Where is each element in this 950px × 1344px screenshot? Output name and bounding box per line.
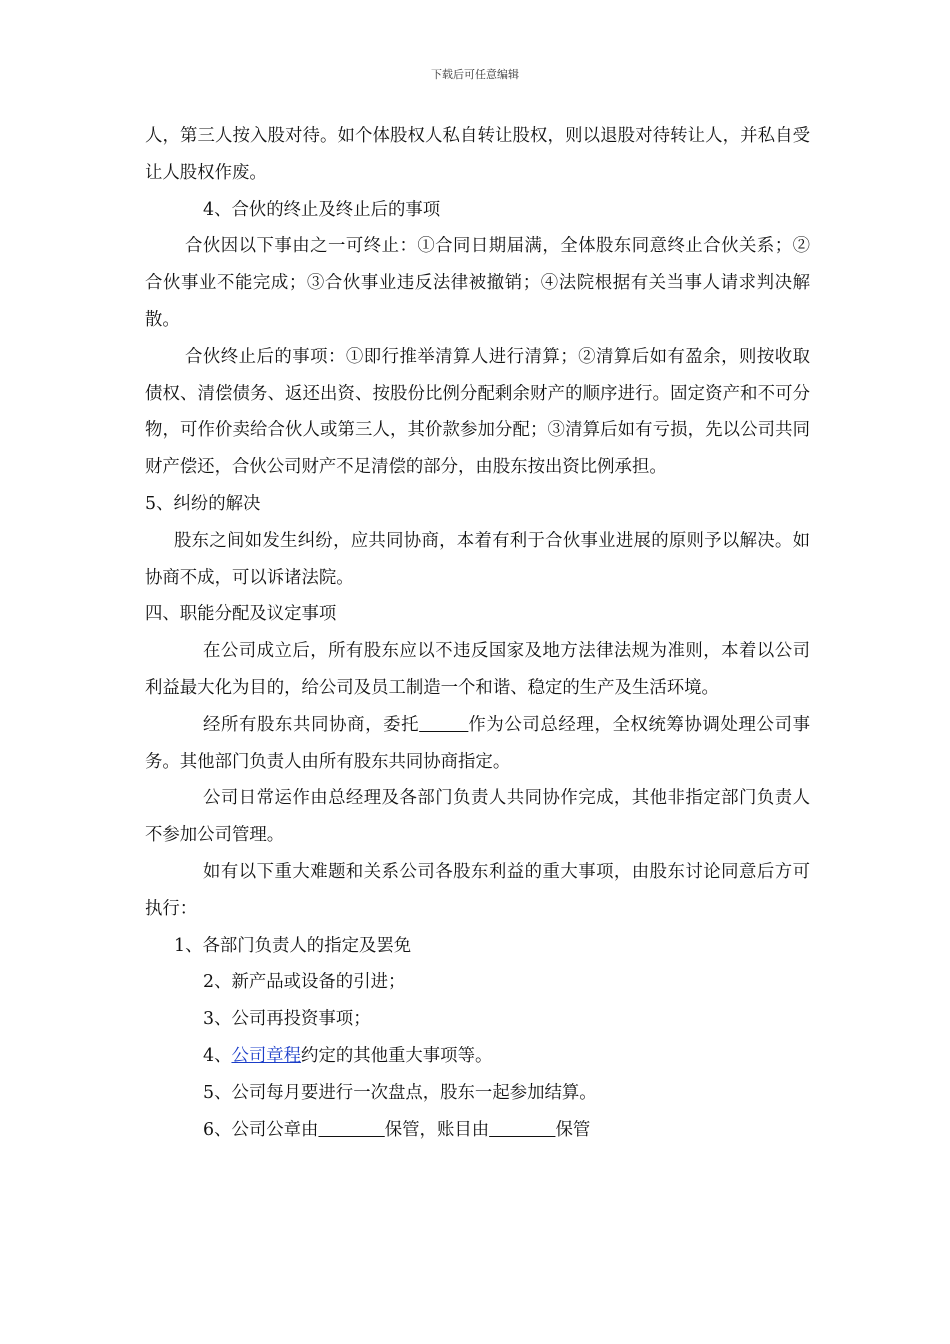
- blank-field: [489, 1120, 555, 1140]
- paragraph-text: 经所有股东共同协商，委托: [203, 714, 420, 735]
- page-header: 下载后可任意编辑: [431, 68, 519, 81]
- list-item: 3、公司再投资事项；: [203, 1009, 371, 1030]
- list-number: 4、: [203, 1045, 232, 1066]
- list-text: 保管: [555, 1119, 591, 1140]
- document-body: [145, 118, 810, 1148]
- paragraph: 公司日常运作由总经理及各部门负责人共同协作完成，其他非指定部门负责人不参加公司管理。: [145, 788, 810, 846]
- section-heading: 四、职能分配及议定事项: [145, 604, 337, 625]
- section-heading: 4、合伙的终止及终止后的事项: [203, 199, 441, 220]
- list-text: 6、公司公章由: [203, 1119, 319, 1140]
- list-item: [145, 1112, 810, 1149]
- paragraph: 人，第三人按入股对待。如个体股权人私自转让股权，则以退股对待转让人，并私自受让人股权作废。: [145, 126, 810, 183]
- paragraph: [145, 707, 810, 781]
- paragraph: 在公司成立后，所有股东应以不违反国家及地方法律法规为准则，本着以公司利益最大化为目的，给公司及员工制造一个和谐、稳定的生产及生活环境。: [145, 641, 810, 698]
- paragraph: 合伙终止后的事项：①即行推举清算人进行清算；②清算后如有盈余，则按收取债权、清偿债务、返还出资、按股份比例分配剩余财产的顺序进行。固定资产和不可分物，可作价卖给合伙人或第三人，其价款参加分配；③清算后如有亏损，先以公司共同财产偿还，合伙公司财产不足清偿的部分，由股东按出资比例承担。: [145, 346, 810, 478]
- blank-field: [318, 1120, 384, 1140]
- list-text: 保管，账目由: [384, 1119, 490, 1140]
- list-item: [145, 1038, 810, 1075]
- blank-field: [419, 715, 468, 735]
- paragraph: 股东之间如发生纠纷，应共同协商，本着有利于合伙事业进展的原则予以解决。如协商不成，可以诉诸法院。: [145, 530, 810, 588]
- list-item: 5、公司每月要进行一次盘点，股东一起参加结算。: [203, 1082, 597, 1103]
- paragraph: 如有以下重大难题和关系公司各股东利益的重大事项，由股东讨论同意后方可执行：: [145, 861, 810, 919]
- paragraph-text: 作为公司总经理，全权统筹协调处理公司事务。其他部门负责人由所有股东共同协商指定。: [145, 714, 810, 772]
- company-charter-link[interactable]: 公司章程: [231, 1045, 302, 1066]
- list-item: 2、新产品或设备的引进；: [203, 972, 406, 993]
- list-text: 约定的其他重大事项等。: [301, 1045, 493, 1066]
- section-heading: 5、纠纷的解决: [145, 493, 261, 514]
- paragraph: 合伙因以下事由之一可终止：①合同日期届满，全体股东同意终止合伙关系；②合伙事业不能完成；③合伙事业违反法律被撤销；④法院根据有关当事人请求判决解散。: [145, 236, 810, 330]
- list-item: 1、各部门负责人的指定及罢免: [174, 935, 412, 956]
